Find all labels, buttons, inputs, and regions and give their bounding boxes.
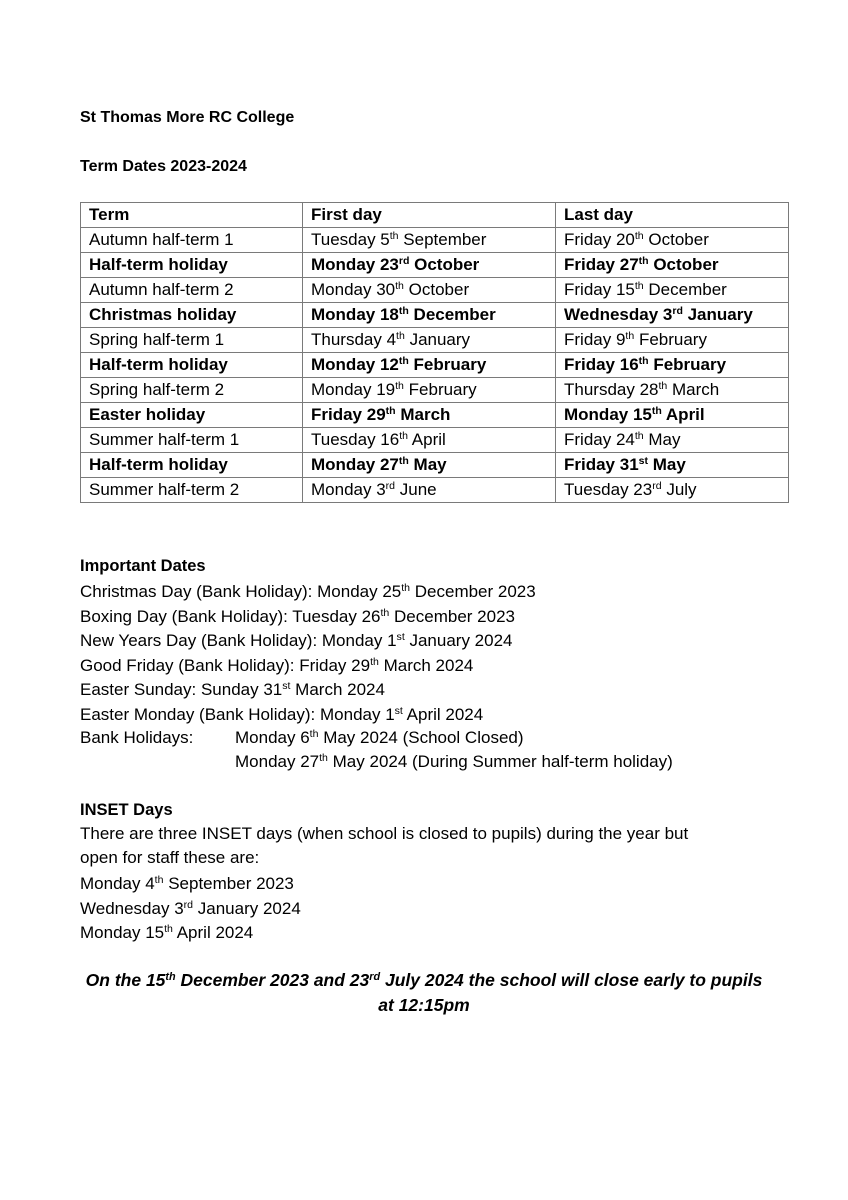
term-cell: Spring half-term 1 bbox=[81, 328, 303, 353]
first-day-cell: Friday 29th March bbox=[303, 403, 556, 428]
table-row bbox=[81, 478, 789, 503]
ordinal-suffix: th bbox=[658, 380, 668, 393]
last-day-cell: Friday 15th December bbox=[556, 278, 789, 303]
term-cell: Autumn half-term 2 bbox=[81, 278, 303, 303]
term-cell: Summer half-term 2 bbox=[81, 478, 303, 503]
ordinal-suffix: th bbox=[399, 430, 409, 443]
last-day-cell: Friday 16th February bbox=[556, 353, 789, 378]
first-day-cell: Monday 3rd June bbox=[303, 478, 556, 503]
ordinal-suffix: th bbox=[634, 230, 644, 243]
bank-holidays-row bbox=[80, 728, 524, 748]
important-dates-heading: Important Dates bbox=[80, 557, 206, 575]
ordinal-suffix: rd bbox=[672, 305, 683, 318]
table-row bbox=[81, 428, 789, 453]
term-cell: Spring half-term 2 bbox=[81, 378, 303, 403]
ordinal-suffix: th bbox=[398, 455, 409, 468]
last-day-cell: Monday 15th April bbox=[556, 403, 789, 428]
table-row bbox=[81, 453, 789, 478]
ordinal-suffix: th bbox=[380, 606, 390, 619]
ordinal-suffix: th bbox=[634, 430, 644, 443]
important-date-line: Easter Monday (Bank Holiday): Monday 1st April 2024 bbox=[80, 704, 484, 724]
ordinal-suffix: th bbox=[638, 355, 649, 368]
ordinal-suffix: st bbox=[282, 680, 291, 693]
important-date-line: Easter Sunday: Sunday 31st March 2024 bbox=[80, 680, 385, 699]
ordinal-suffix: th bbox=[389, 230, 399, 243]
ordinal-suffix: th bbox=[165, 971, 176, 984]
term-cell: Autumn half-term 1 bbox=[81, 228, 303, 253]
first-day-cell: Monday 19th February bbox=[303, 378, 556, 403]
ordinal-suffix: th bbox=[638, 255, 649, 268]
inset-day-line: Monday 4th September 2023 bbox=[80, 874, 294, 893]
table-row bbox=[81, 303, 789, 328]
ordinal-suffix: th bbox=[651, 405, 662, 418]
term-cell: Christmas holiday bbox=[81, 303, 303, 328]
ordinal-suffix: th bbox=[395, 280, 404, 293]
early-closure-note-line-2: at 12:15pm bbox=[378, 995, 470, 1015]
ordinal-suffix: th bbox=[401, 582, 411, 595]
ordinal-suffix: th bbox=[370, 655, 379, 668]
document-subtitle: Term Dates 2023-2024 bbox=[80, 158, 247, 175]
ordinal-suffix: rd bbox=[183, 898, 194, 911]
ordinal-suffix: th bbox=[309, 728, 319, 741]
first-day-cell: Monday 27th May bbox=[303, 453, 556, 478]
ordinal-suffix: st bbox=[396, 631, 405, 644]
last-day-cell: Friday 27th October bbox=[556, 253, 789, 278]
header-first-day: First day bbox=[303, 203, 556, 228]
table-row bbox=[81, 253, 789, 278]
inset-day-line: Monday 15th April 2024 bbox=[80, 923, 254, 942]
last-day-cell: Wednesday 3rd January bbox=[556, 303, 789, 328]
header-last-day: Last day bbox=[556, 203, 789, 228]
first-day-cell: Monday 12th February bbox=[303, 353, 556, 378]
term-cell: Half-term holiday bbox=[81, 253, 303, 278]
first-day-cell: Tuesday 5th September bbox=[303, 228, 556, 253]
ordinal-suffix: st bbox=[638, 455, 649, 468]
term-cell: Half-term holiday bbox=[81, 353, 303, 378]
ordinal-suffix: th bbox=[154, 874, 164, 887]
table-row bbox=[81, 378, 789, 403]
early-closure-note-line-1: On the 15th December 2023 and 23rd July 2024 the school will close early to pupils bbox=[85, 970, 763, 990]
last-day-cell: Friday 20th October bbox=[556, 228, 789, 253]
early-closure-note bbox=[80, 968, 768, 1018]
inset-days-heading: INSET Days bbox=[80, 801, 173, 819]
inset-day-line: Wednesday 3rd January 2024 bbox=[80, 898, 301, 918]
first-day-cell: Thursday 4th January bbox=[303, 328, 556, 353]
ordinal-suffix: th bbox=[319, 752, 328, 765]
inset-intro-line-1: There are three INSET days (when school is closed to pupils) during the year but bbox=[80, 824, 689, 843]
term-cell: Easter holiday bbox=[81, 403, 303, 428]
ordinal-suffix: th bbox=[634, 280, 644, 293]
ordinal-suffix: rd bbox=[652, 480, 662, 493]
ordinal-suffix: th bbox=[396, 330, 405, 343]
ordinal-suffix: rd bbox=[369, 971, 381, 984]
table-row bbox=[81, 403, 789, 428]
first-day-cell: Monday 30th October bbox=[303, 278, 556, 303]
term-cell: Half-term holiday bbox=[81, 453, 303, 478]
header-term: Term bbox=[81, 203, 303, 228]
important-date-line: Good Friday (Bank Holiday): Friday 29th March 2024 bbox=[80, 655, 474, 675]
ordinal-suffix: rd bbox=[398, 255, 410, 268]
inset-intro-line-2: open for staff these are: bbox=[80, 848, 260, 867]
last-day-cell: Tuesday 23rd July bbox=[556, 478, 789, 503]
last-day-cell: Friday 9th February bbox=[556, 328, 789, 353]
school-name: St Thomas More RC College bbox=[80, 109, 295, 126]
table-row bbox=[81, 278, 789, 303]
table-row bbox=[81, 353, 789, 378]
important-dates-list bbox=[80, 580, 536, 727]
term-dates-table bbox=[80, 202, 789, 503]
ordinal-suffix: th bbox=[395, 380, 404, 393]
table-row bbox=[81, 228, 789, 253]
ordinal-suffix: th bbox=[398, 305, 409, 318]
bank-holiday-line: Monday 27th May 2024 (During Summer half-term holiday) bbox=[235, 752, 673, 771]
term-cell: Summer half-term 1 bbox=[81, 428, 303, 453]
table-header-row bbox=[81, 203, 789, 228]
inset-days-list bbox=[80, 872, 301, 946]
bank-holidays-label: Bank Holidays: bbox=[80, 728, 194, 747]
ordinal-suffix: rd bbox=[385, 480, 396, 493]
first-day-cell: Monday 23rd October bbox=[303, 253, 556, 278]
important-date-line: Christmas Day (Bank Holiday): Monday 25th December 2023 bbox=[80, 582, 536, 601]
first-day-cell: Monday 18th December bbox=[303, 303, 556, 328]
ordinal-suffix: th bbox=[385, 405, 396, 418]
ordinal-suffix: st bbox=[394, 704, 403, 717]
important-date-line: New Years Day (Bank Holiday): Monday 1st January 2024 bbox=[80, 631, 513, 650]
important-date-line: Boxing Day (Bank Holiday): Tuesday 26th December 2023 bbox=[80, 606, 515, 626]
last-day-cell: Thursday 28th March bbox=[556, 378, 789, 403]
last-day-cell: Friday 31st May bbox=[556, 453, 789, 478]
last-day-cell: Friday 24th May bbox=[556, 428, 789, 453]
first-day-cell: Tuesday 16th April bbox=[303, 428, 556, 453]
bank-holiday-line: Monday 6th May 2024 (School Closed) bbox=[235, 728, 524, 747]
ordinal-suffix: th bbox=[625, 330, 635, 343]
table-row bbox=[81, 328, 789, 353]
ordinal-suffix: th bbox=[398, 355, 409, 368]
ordinal-suffix: th bbox=[164, 923, 173, 936]
